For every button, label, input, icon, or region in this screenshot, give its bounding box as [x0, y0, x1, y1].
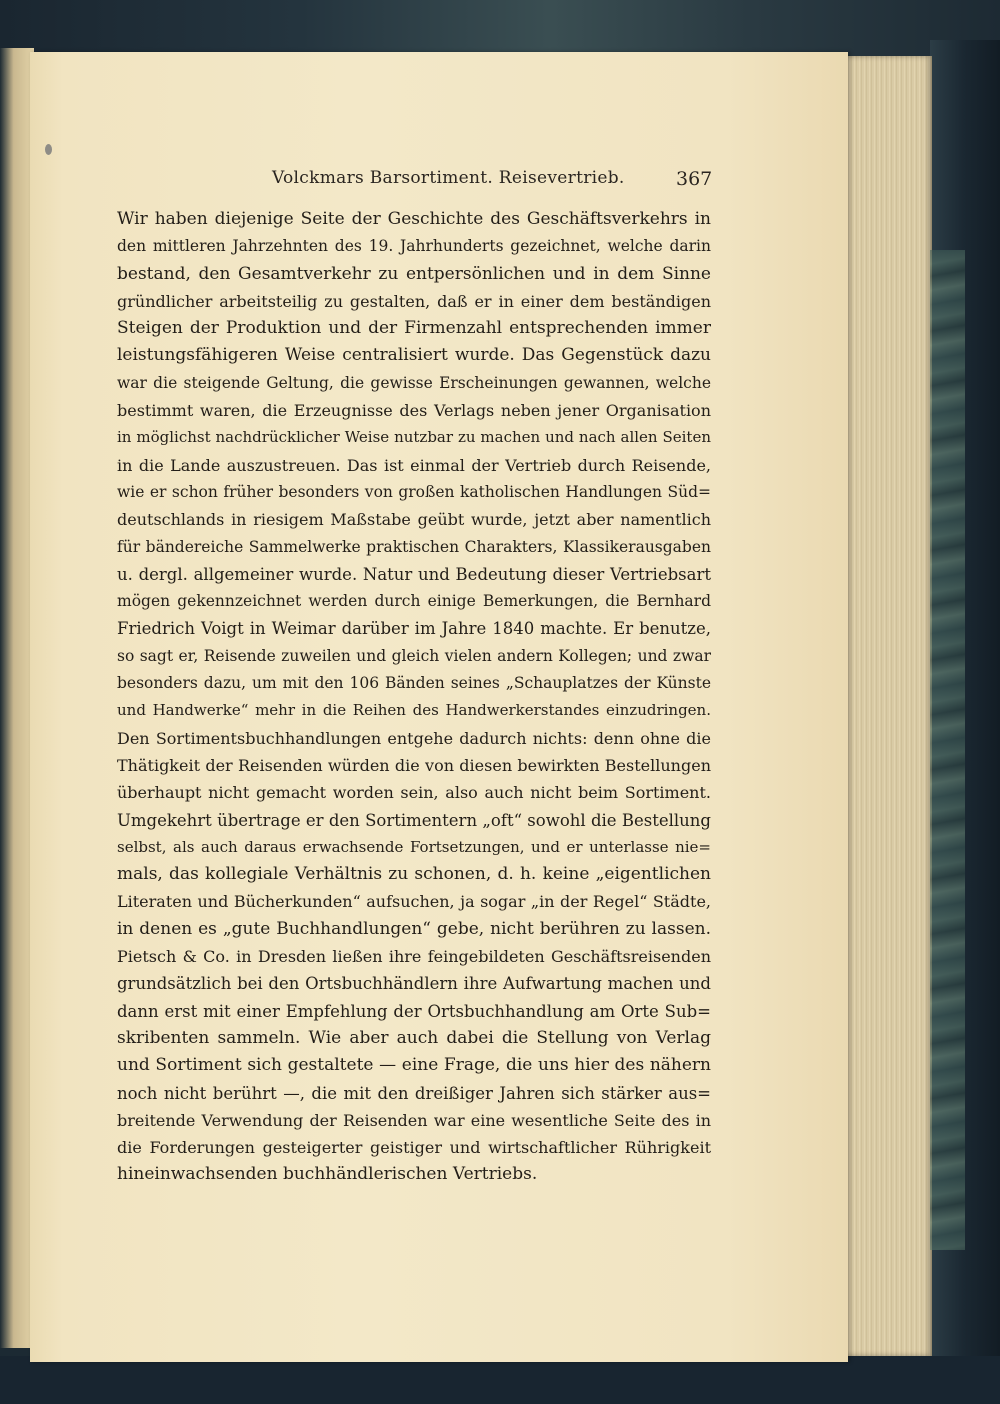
text-line: selbst, als auch daraus erwachsende Fortsetzungen, und er unterlasse nie=: [117, 837, 711, 856]
text-line: Pietsch & Co. in Dresden ließen ihre feingebildeten Geschäftsreisenden: [117, 947, 711, 967]
text-line: hineinwachsenden buchhändlerischen Vertriebs.: [117, 1164, 538, 1185]
running-head: Volckmars Barsortiment. Reisevertrieb.: [272, 168, 625, 188]
text-line: bestand, den Gesamtverkehr zu entpersönlichen und in dem Sinne: [117, 263, 711, 284]
text-line: so sagt er, Reisende zuweilen und gleich vielen andern Kollegen; und zwar: [117, 646, 711, 665]
text-line: war die steigende Geltung, die gewisse Erscheinungen gewannen, welche: [117, 373, 711, 392]
book-cover-bottom: [0, 1356, 1000, 1404]
text-line: den mittleren Jahrzehnten des 19. Jahrhunderts gezeichnet, welche darin: [117, 237, 711, 256]
text-line: mögen gekennzeichnet werden durch einige Bemerkungen, die Bernhard: [117, 592, 711, 611]
text-line: Thätigkeit der Reisenden würden die von diesen bewirkten Bestellungen: [117, 755, 711, 775]
text-line: besonders dazu, um mit den 106 Bänden seines „Schauplatzes der Künste: [117, 674, 711, 693]
text-line: wie er schon früher besonders von großen katholischen Handlungen Süd=: [117, 482, 711, 501]
text-line: überhaupt nicht gemacht worden sein, also auch nicht beim Sortiment.: [117, 783, 711, 803]
text-line: in möglichst nachdrücklicher Weise nutzbar zu machen und nach allen Seiten: [117, 428, 711, 447]
text-line: in die Lande auszustreuen. Das ist einmal der Vertrieb durch Reisende,: [117, 455, 711, 475]
book-cover-top: [0, 0, 1000, 60]
text-line: und Sortiment sich gestaltete — eine Frage, die uns hier des nähern: [117, 1055, 711, 1076]
text-line: skribenten sammeln. Wie aber auch dabei die Stellung von Verlag: [117, 1027, 711, 1048]
text-line: mals, das kollegiale Verhältnis zu schonen, d. h. keine „eigentlichen: [117, 864, 711, 885]
text-line: gründlicher arbeitsteilig zu gestalten, daß er in einer dem beständigen: [117, 291, 711, 311]
marbled-endpaper: [930, 250, 965, 1250]
text-line: die Forderungen gesteigerter geistiger und wirtschaftlicher Rührigkeit: [117, 1138, 711, 1158]
text-line: Steigen der Produktion und der Firmenzahl entsprechenden immer: [117, 318, 711, 339]
text-line: grundsätzlich bei den Ortsbuchhändlern ihre Aufwartung machen und: [117, 974, 711, 994]
text-line: und Handwerke“ mehr in die Reihen des Handwerkerstandes einzudringen.: [117, 701, 711, 720]
text-line: Umgekehrt übertrage er den Sortimentern „oft“ sowohl die Bestellung: [117, 810, 711, 830]
text-line: Wir haben diejenige Seite der Geschichte des Geschäftsverkehrs in: [117, 209, 711, 229]
text-line: noch nicht berührt —, die mit den dreißiger Jahren sich stärker aus=: [117, 1083, 711, 1103]
page-number: 367: [676, 168, 713, 190]
text-line: für bändereiche Sammelwerke praktischen Charakters, Klassikerausgaben: [117, 537, 711, 556]
text-line: leistungsfähigeren Weise centralisiert wurde. Das Gegenstück dazu: [117, 345, 711, 366]
gutter: [0, 48, 34, 1348]
text-line: Friedrich Voigt in Weimar darüber im Jahre 1840 machte. Er benutze,: [117, 619, 711, 639]
text-line: dann erst mit einer Empfehlung der Ortsbuchhandlung am Orte Sub=: [117, 1001, 711, 1021]
text-line: Literaten und Bücherkunden“ aufsuchen, ja sogar „in der Regel“ Städte,: [117, 892, 711, 912]
body-text: [117, 206, 711, 1189]
text-line: in denen es „gute Buchhandlungen“ gebe, nicht berühren zu lassen.: [117, 918, 711, 939]
text-line: deutschlands in riesigem Maßstabe geübt wurde, jetzt aber namentlich: [117, 510, 711, 530]
binding-thread-mark: [45, 144, 52, 155]
text-line: u. dergl. allgemeiner wurde. Natur und Bedeutung dieser Vertriebsart: [117, 564, 711, 584]
text-line: breitende Verwendung der Reisenden war eine wesentliche Seite des in: [117, 1110, 711, 1130]
text-line: bestimmt waren, die Erzeugnisse des Verlags neben jener Organisation: [117, 401, 711, 421]
text-line: Den Sortimentsbuchhandlungen entgehe dadurch nichts: denn ohne die: [117, 728, 711, 748]
